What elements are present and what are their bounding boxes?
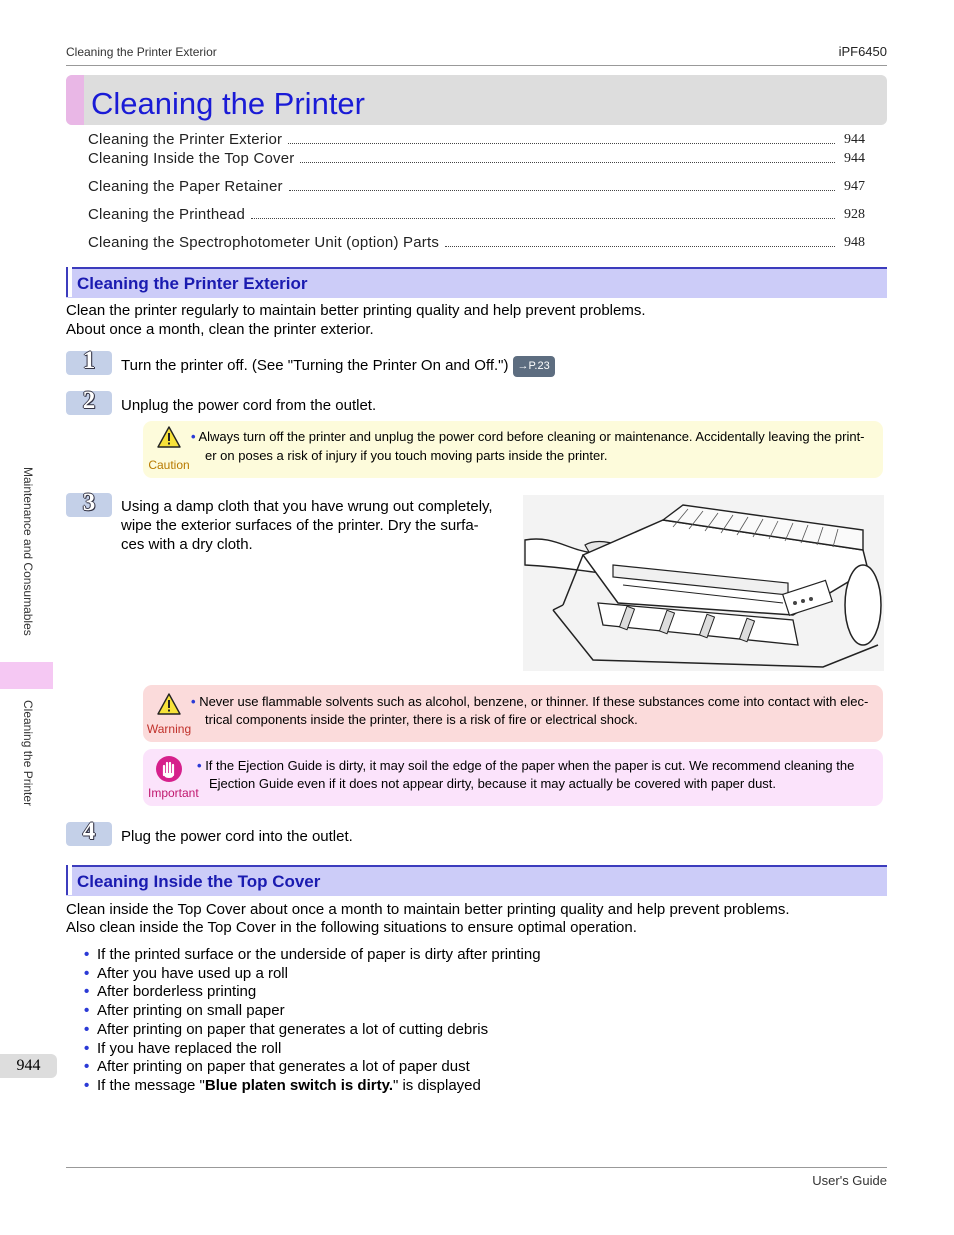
toc-leader [300, 161, 835, 163]
toc-leader [289, 189, 835, 191]
toc-page: 928 [844, 207, 865, 222]
step-text-content: Turn the printer off. (See "Turning the Printer On and Off.") [121, 357, 509, 374]
important-line: If the Ejection Guide is dirty, it may soil the edge of the paper when the paper is cut. We recommend cleaning the [205, 758, 855, 773]
toc-label: Cleaning Inside the Top Cover [88, 150, 295, 167]
toc-label: Cleaning the Printhead [88, 206, 246, 223]
warning-text [191, 692, 868, 711]
important-text [197, 756, 854, 775]
step-text-line: Using a damp cloth that you have wrung out completely, [121, 498, 493, 515]
list-item-text: After borderless printing [97, 983, 257, 1000]
section-heading: Cleaning the Printer Exterior [77, 274, 308, 293]
list-item-text: After printing on small paper [97, 1002, 285, 1019]
sidebar-active-tab [0, 662, 53, 689]
toc-label: Cleaning the Paper Retainer [88, 178, 283, 195]
warning-line: Never use flammable solvents such as alcohol, benzene, or thinner. If these substances come into contact with elec- [199, 694, 869, 709]
bullet-dot: • [84, 946, 90, 963]
bullet-dot: • [84, 1021, 90, 1038]
toc-entry[interactable] [88, 206, 865, 223]
section-heading-accent [66, 267, 72, 297]
section-intro-line: Clean the printer regularly to maintain better printing quality and help prevent problems. [66, 302, 646, 319]
toc-leader [251, 217, 835, 219]
toc-entry[interactable] [88, 178, 865, 195]
warning-line: trical components inside the printer, there is a risk of fire or electrical shock. [205, 712, 638, 727]
sidebar-chapter-label: Maintenance and Consumables [21, 467, 35, 636]
caution-line: Always turn off the printer and unplug the power cord before cleaning or maintenance. Accidentally leaving the print- [198, 429, 865, 444]
list-item-text: After printing on paper that generates a lot of cutting debris [97, 1021, 489, 1038]
step-number: 2 [82, 387, 96, 414]
list-item-text: After you have used up a roll [97, 965, 288, 982]
toc-page: 947 [844, 179, 865, 194]
bullet-dot: • [84, 983, 90, 1000]
step-text-line: ces with a dry cloth. [121, 536, 253, 553]
list-item [84, 1077, 481, 1096]
title-accent [66, 75, 84, 125]
list-item-text: After printing on paper that generates a lot of paper dust [97, 1058, 470, 1075]
list-item-text: If the message " [97, 1077, 205, 1094]
list-item-text: If the printed surface or the underside of paper is dirty after printing [97, 946, 541, 963]
important-note [143, 749, 883, 806]
section-intro-line: Clean inside the Top Cover about once a month to maintain better printing quality and help prevent problems. [66, 901, 790, 918]
section-heading: Cleaning Inside the Top Cover [77, 872, 321, 891]
caution-note [143, 421, 883, 478]
list-item-text: If you have replaced the roll [97, 1040, 282, 1057]
section-intro-line: Also clean inside the Top Cover in the following situations to ensure optimal operation. [66, 919, 637, 936]
caution-label: Caution [148, 458, 190, 472]
toc-label: Cleaning the Spectrophotometer Unit (option) Parts [88, 234, 440, 251]
step-number: 3 [82, 489, 96, 516]
bullet-dot: • [191, 694, 196, 709]
toc-page: 944 [844, 151, 865, 166]
page-reference-link[interactable]: →P.23 [513, 356, 555, 377]
step-number: 4 [82, 818, 96, 845]
important-line: Ejection Guide even if it does not appear dirty, because it may actually be covered with paper dust. [209, 776, 777, 791]
toc-label: Cleaning the Printer Exterior [88, 131, 283, 148]
step-text: Plug the power cord into the outlet. [121, 828, 353, 845]
page-title: Cleaning the Printer [91, 86, 365, 121]
page-number: 944 [0, 1054, 57, 1078]
footer-guide-name: User's Guide [812, 1173, 887, 1188]
important-label: Important [148, 786, 199, 800]
list-item [84, 965, 288, 984]
toc-leader [445, 245, 835, 247]
step-text: Unplug the power cord from the outlet. [121, 397, 377, 414]
caution-line: er on poses a risk of injury if you touch moving parts inside the printer. [205, 448, 608, 463]
caution-icon [146, 425, 192, 452]
bullet-dot: • [197, 758, 202, 773]
message-text: Blue platen switch is dirty. [204, 1077, 393, 1094]
list-item [84, 1040, 281, 1059]
toc-entry[interactable] [88, 131, 865, 148]
list-item [84, 1021, 488, 1040]
bullet-dot: • [84, 1002, 90, 1019]
toc-entry[interactable] [88, 234, 865, 251]
step-text-line: wipe the exterior surfaces of the printer. Dry the surfa- [121, 517, 479, 534]
toc-page: 944 [844, 132, 865, 147]
step-number: 1 [82, 347, 96, 374]
list-item [84, 946, 541, 965]
bullet-dot: • [84, 1040, 90, 1057]
warning-icon [146, 692, 192, 719]
list-item-text: " is displayed [392, 1077, 481, 1094]
toc-leader [288, 142, 835, 144]
section-intro-line: About once a month, clean the printer exterior. [66, 321, 374, 338]
header-rule [66, 65, 887, 66]
printer-cleaning-illustration [523, 495, 884, 671]
warning-note [143, 685, 883, 742]
bullet-dot: • [84, 1077, 90, 1094]
running-header-model: iPF6450 [838, 44, 887, 59]
toc-page: 948 [844, 235, 865, 250]
caution-text [191, 427, 865, 446]
bullet-dot: • [84, 965, 90, 982]
step-text [121, 356, 555, 377]
sidebar-section-label: Cleaning the Printer [21, 700, 35, 807]
footer-rule [66, 1167, 887, 1168]
list-item [84, 1058, 470, 1077]
list-item [84, 1002, 285, 1021]
warning-label: Warning [146, 722, 192, 736]
toc-entry[interactable] [88, 150, 865, 167]
list-item [84, 983, 256, 1002]
bullet-dot: • [84, 1058, 90, 1075]
bullet-dot: • [191, 429, 196, 444]
section-heading-accent [66, 865, 72, 895]
important-hand-icon [146, 755, 192, 786]
running-header-section: Cleaning the Printer Exterior [66, 45, 217, 59]
